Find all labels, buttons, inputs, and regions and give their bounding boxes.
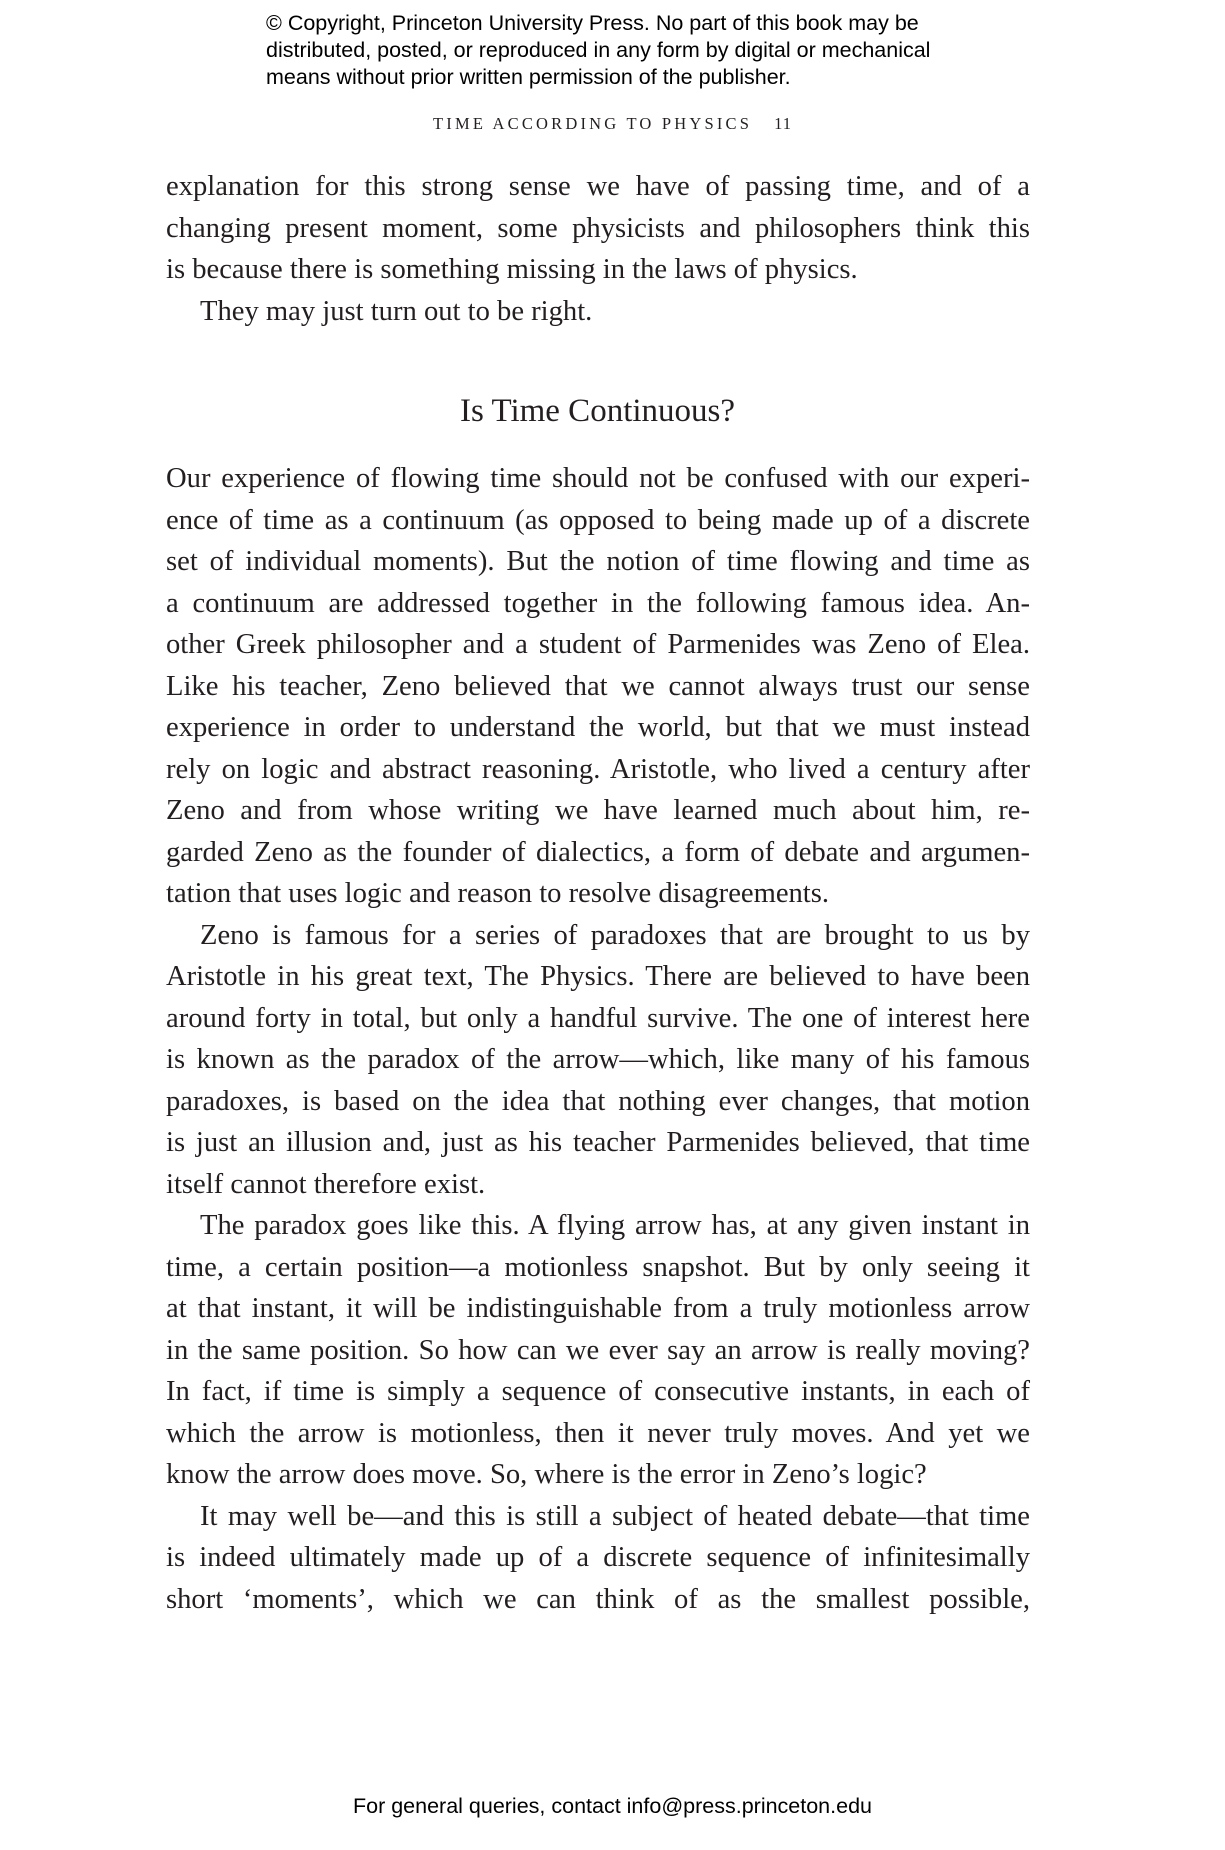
- text-line: rely on logic and abstract reasoning. Aristotle, who lived a century after: [166, 753, 1030, 785]
- text-line: time, a certain position—a motionless snapshot. But by only seeing it: [166, 1251, 1030, 1283]
- text-line: itself cannot therefore exist.: [166, 1168, 486, 1200]
- text-line: Zeno is famous for a series of paradoxes that are brought to us by: [200, 919, 1030, 951]
- text-line: Zeno and from whose writing we have learned much about him, re-: [166, 795, 1030, 826]
- text-line: They may just turn out to be right.: [200, 295, 593, 327]
- text-line: changing present moment, some physicists and philosophers think this: [166, 212, 1030, 244]
- text-line: Like his teacher, Zeno believed that we cannot always trust our sense: [166, 670, 1030, 702]
- copyright-line: distributed, posted, or reproduced in any form by digital or mechanical: [266, 38, 931, 62]
- text-line: Aristotle in his great text, The Physics. There are believed to have been: [166, 961, 1030, 992]
- text-line: is indeed ultimately made up of a discrete sequence of infinitesimally: [166, 1542, 1030, 1573]
- text-line: garded Zeno as the founder of dialectics, a form of debate and argumen-: [166, 836, 1030, 868]
- text-line: other Greek philosopher and a student of Parmenides was Zeno of Elea.: [166, 629, 1030, 660]
- text-line: in the same position. So how can we ever say an arrow is really moving?: [166, 1334, 1030, 1366]
- running-head-title: TIME ACCORDING TO PHYSICS: [432, 114, 753, 133]
- copyright-notice: [266, 10, 1026, 91]
- text-line: In fact, if time is simply a sequence of consecutive instants, in each of: [166, 1376, 1030, 1407]
- text-line: know the arrow does move. So, where is the error in Zeno’s logic?: [166, 1459, 927, 1490]
- footer-contact: For general queries, contact info@press.princeton.edu: [352, 1794, 872, 1818]
- text-line: paradoxes, is based on the idea that nothing ever changes, that motion: [166, 1085, 1030, 1117]
- copyright-line: means without prior written permission of the publisher.: [266, 65, 791, 89]
- section-heading: Is Time Continuous?: [459, 393, 736, 429]
- text-line: is because there is something missing in the laws of physics.: [166, 254, 858, 285]
- text-line: experience in order to understand the world, but that we must instead: [166, 712, 1030, 743]
- text-line: a continuum are addressed together in the following famous idea. An-: [166, 587, 1030, 619]
- text-line: The paradox goes like this. A flying arrow has, at any given instant in: [200, 1210, 1030, 1241]
- page-number: 11: [774, 114, 793, 133]
- text-line: around forty in total, but only a handful survive. The one of interest here: [166, 1002, 1030, 1034]
- text-line: short ‘moments’, which we can think of as the smallest possible,: [166, 1583, 1030, 1615]
- text-line: at that instant, it will be indistinguishable from a truly motionless arrow: [166, 1293, 1030, 1324]
- text-line: explanation for this strong sense we have of passing time, and of a: [166, 171, 1030, 202]
- section-body: [166, 458, 1030, 1620]
- text-line: Our experience of flowing time should not be confused with our experi-: [166, 463, 1030, 494]
- running-head: [0, 114, 1225, 134]
- copyright-line: © Copyright, Princeton University Press. No part of this book may be: [266, 11, 919, 35]
- text-line: set of individual moments). But the notion of time flowing and time as: [166, 546, 1030, 577]
- text-line: is known as the paradox of the arrow—which, like many of his famous: [166, 1044, 1030, 1075]
- text-line: tation that uses logic and reason to resolve disagreements.: [166, 878, 830, 909]
- text-line: is just an illusion and, just as his teacher Parmenides believed, that time: [166, 1127, 1030, 1158]
- text-line: ence of time as a continuum (as opposed to being made up of a discrete: [166, 504, 1030, 536]
- text-line: which the arrow is motionless, then it never truly moves. And yet we: [166, 1417, 1030, 1449]
- text-line: It may well be—and this is still a subject of heated debate—that time: [200, 1500, 1030, 1532]
- intro-paragraphs: [166, 166, 1030, 332]
